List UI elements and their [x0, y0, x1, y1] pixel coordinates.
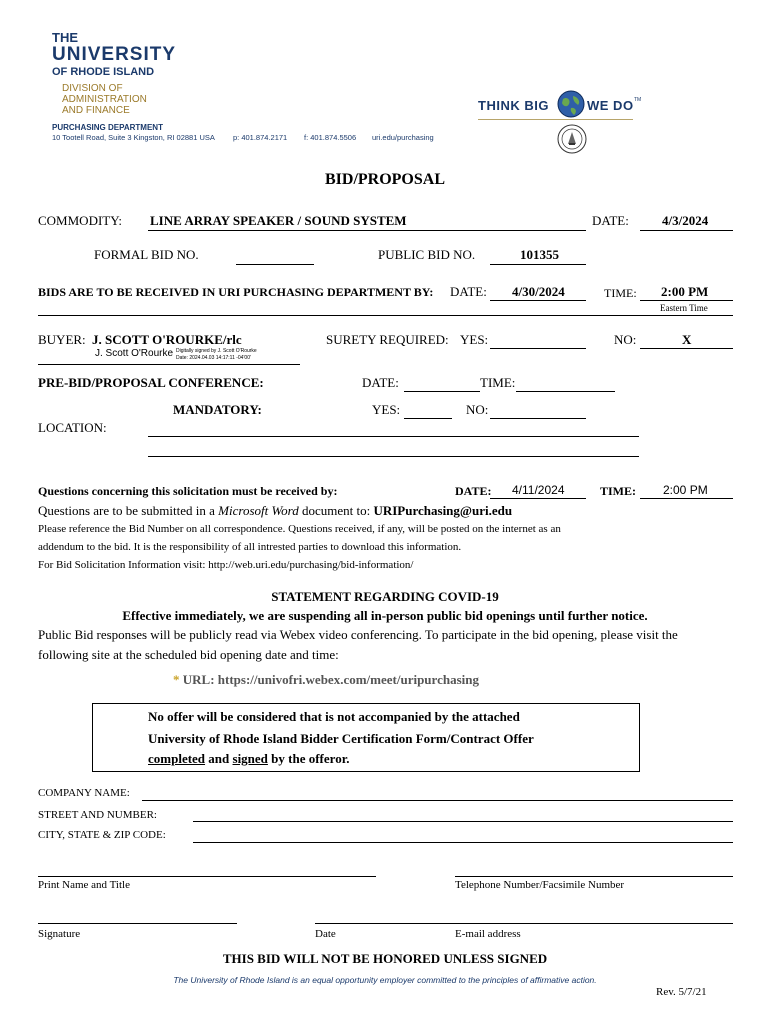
prebid-time-line	[516, 391, 615, 392]
eeo-statement: The University of Rhode Island is an equal opportunity employer committed to the principles of affirmative action.	[173, 975, 597, 985]
commodity-date-label: DATE:	[592, 213, 629, 228]
page-title: BID/PROPOSAL	[324, 171, 445, 188]
bid-info-link[interactable]: For Bid Solicitation Information visit: http://web.uri.edu/purchasing/bid-information/	[38, 559, 414, 571]
questions-label: Questions concerning this solicitation must be received by:	[38, 484, 338, 498]
submit-mid: document to:	[298, 503, 374, 518]
questions-reference-1: Please reference the Bid Number on all correspondence. Questions received, if any, will be posted on the internet as an	[38, 523, 561, 535]
receipt-label: BIDS ARE TO BE RECEIVED IN URI PURCHASING DEPARTMENT BY:	[38, 285, 434, 299]
globe-icon	[557, 90, 585, 118]
questions-time-label: TIME:	[600, 484, 636, 498]
telephone-field[interactable]	[455, 876, 733, 877]
digital-signature-line-1: Digitally signed by J. Scott O'Rourke	[176, 348, 257, 354]
trademark-mark: TM	[634, 97, 642, 103]
prebid-date-line	[404, 391, 480, 392]
print-name-label: Print Name and Title	[38, 879, 130, 891]
formal-bid-line	[236, 264, 314, 265]
commodity-value: LINE ARRAY SPEAKER / SOUND SYSTEM	[150, 213, 407, 228]
email-label: E-mail address	[455, 928, 521, 940]
print-name-field[interactable]	[38, 876, 376, 877]
department-website: uri.edu/purchasing	[372, 133, 434, 142]
mandatory-no-label: NO:	[466, 402, 489, 417]
commodity-date-line	[640, 230, 733, 231]
street-label: STREET AND NUMBER:	[38, 809, 157, 821]
not-honored-notice: THIS BID WILL NOT BE HONORED UNLESS SIGNED	[222, 951, 548, 966]
prebid-date-label: DATE:	[362, 375, 399, 390]
receipt-date-line	[490, 300, 586, 301]
mandatory-no-line	[490, 418, 586, 419]
date-email-field[interactable]	[315, 923, 733, 924]
submit-italic: Microsoft Word	[218, 503, 299, 518]
commodity-date-value: 4/3/2024	[662, 213, 709, 228]
logo-the: THE	[52, 30, 78, 45]
receipt-date-value: 4/30/2024	[512, 284, 565, 299]
signature-field[interactable]	[38, 923, 237, 924]
notice-and: and	[205, 751, 233, 766]
prebid-label: PRE-BID/PROPOSAL CONFERENCE:	[38, 375, 264, 390]
surety-label: SURETY REQUIRED:	[326, 332, 449, 347]
department-fax: f: 401.874.5506	[304, 133, 357, 142]
questions-date-line	[490, 498, 586, 499]
notice-line-1: No offer will be considered that is not accompanied by the attached	[148, 709, 520, 724]
we-do-text: WE DO	[587, 98, 634, 113]
telephone-label: Telephone Number/Facsimile Number	[455, 879, 625, 891]
mandatory-yes-line	[404, 418, 452, 419]
university-seal-icon	[557, 124, 587, 154]
receipt-date-label: DATE:	[450, 284, 487, 299]
notice-completed: completed	[148, 751, 206, 766]
notice-signed: signed	[232, 751, 268, 766]
mandatory-label: MANDATORY:	[173, 402, 262, 417]
webex-url-link[interactable]	[173, 672, 479, 688]
receipt-time-value: 2:00 PM	[661, 284, 709, 299]
surety-yes-label: YES:	[460, 332, 489, 347]
covid-subtitle: Effective immediately, we are suspending all in-person public bid openings until further notice.	[122, 608, 648, 623]
public-bid-label: PUBLIC BID NO.	[378, 247, 476, 262]
public-bid-line	[490, 264, 586, 265]
date-label: Date	[315, 928, 336, 940]
department-address: 10 Tootell Road, Suite 3 Kingston, RI 02881 USA	[52, 133, 215, 142]
city-state-zip-field[interactable]	[193, 842, 733, 843]
logo-division-line-3: AND FINANCE	[62, 105, 130, 116]
submit-email-link[interactable]: URIPurchasing@uri.edu	[373, 503, 513, 518]
notice-line-3	[148, 751, 350, 767]
logo-of-rhode-island: OF RHODE ISLAND	[52, 66, 155, 78]
purchasing-department-label: PURCHASING DEPARTMENT	[52, 123, 163, 132]
questions-date-label: DATE:	[455, 484, 492, 498]
receipt-time-label: TIME:	[604, 286, 637, 300]
mandatory-yes-label: YES:	[372, 402, 401, 417]
street-field[interactable]	[193, 821, 733, 822]
revision-date: Rev. 5/7/21	[656, 986, 707, 998]
think-big-text: THINK BIG	[478, 98, 549, 113]
receipt-divider	[38, 315, 733, 316]
formal-bid-label: FORMAL BID NO.	[94, 247, 199, 262]
company-name-label: COMPANY NAME:	[38, 787, 130, 799]
surety-no-value: X	[682, 332, 692, 347]
logo-division-line-1: DIVISION OF	[62, 83, 123, 94]
buyer-label: BUYER:	[38, 332, 86, 347]
surety-yes-line	[490, 348, 586, 349]
covid-title: STATEMENT REGARDING COVID-19	[271, 589, 499, 604]
location-label: LOCATION:	[38, 420, 107, 435]
buyer-line	[38, 364, 300, 365]
url-star: *	[173, 672, 180, 687]
questions-submit-line	[38, 503, 512, 519]
questions-reference-2: addendum to the bid. It is the responsibility of all intrested parties to download this information.	[38, 541, 462, 553]
prebid-time-label: TIME:	[480, 375, 516, 390]
logo-division-line-2: ADMINISTRATION	[62, 94, 147, 105]
location-line-2	[148, 456, 639, 457]
buyer-value: J. SCOTT O'ROURKE/rlc	[92, 332, 242, 347]
commodity-label: COMMODITY:	[38, 213, 123, 228]
submit-prefix: Questions are to be submitted in a	[38, 503, 219, 518]
location-line-1	[148, 436, 639, 437]
surety-no-label: NO:	[614, 332, 637, 347]
url-text: URL: https://univofri.webex.com/meet/uripurchasing	[179, 672, 479, 687]
buyer-signature-name: J. Scott O'Rourke	[95, 348, 174, 359]
notice-offeror: by the offeror.	[267, 751, 350, 766]
receipt-time-line	[640, 300, 733, 301]
signature-label: Signature	[38, 928, 81, 940]
city-state-zip-label: CITY, STATE & ZIP CODE:	[38, 829, 166, 841]
covid-body-1: Public Bid responses will be publicly read via Webex video conferencing. To participate in the bid opening, please visit the	[38, 627, 678, 642]
questions-date-value: 4/11/2024	[512, 483, 565, 497]
logo-university: UNIVERSITY	[52, 44, 177, 65]
covid-body-2: following site at the scheduled bid opening date and time:	[38, 647, 339, 662]
digital-signature-line-2: Date: 2024.04.03 14:17:11 -04'00'	[176, 355, 251, 361]
questions-time-line	[640, 498, 733, 499]
notice-line-2: University of Rhode Island Bidder Certification Form/Contract Offer	[148, 731, 534, 746]
surety-no-line	[640, 348, 733, 349]
receipt-timezone: Eastern Time	[660, 303, 708, 313]
commodity-line	[148, 230, 586, 231]
think-big-rule	[478, 119, 633, 120]
questions-time-value: 2:00 PM	[663, 483, 708, 497]
company-name-field[interactable]	[142, 800, 733, 801]
department-phone: p: 401.874.2171	[233, 133, 288, 142]
public-bid-value: 101355	[520, 247, 559, 262]
